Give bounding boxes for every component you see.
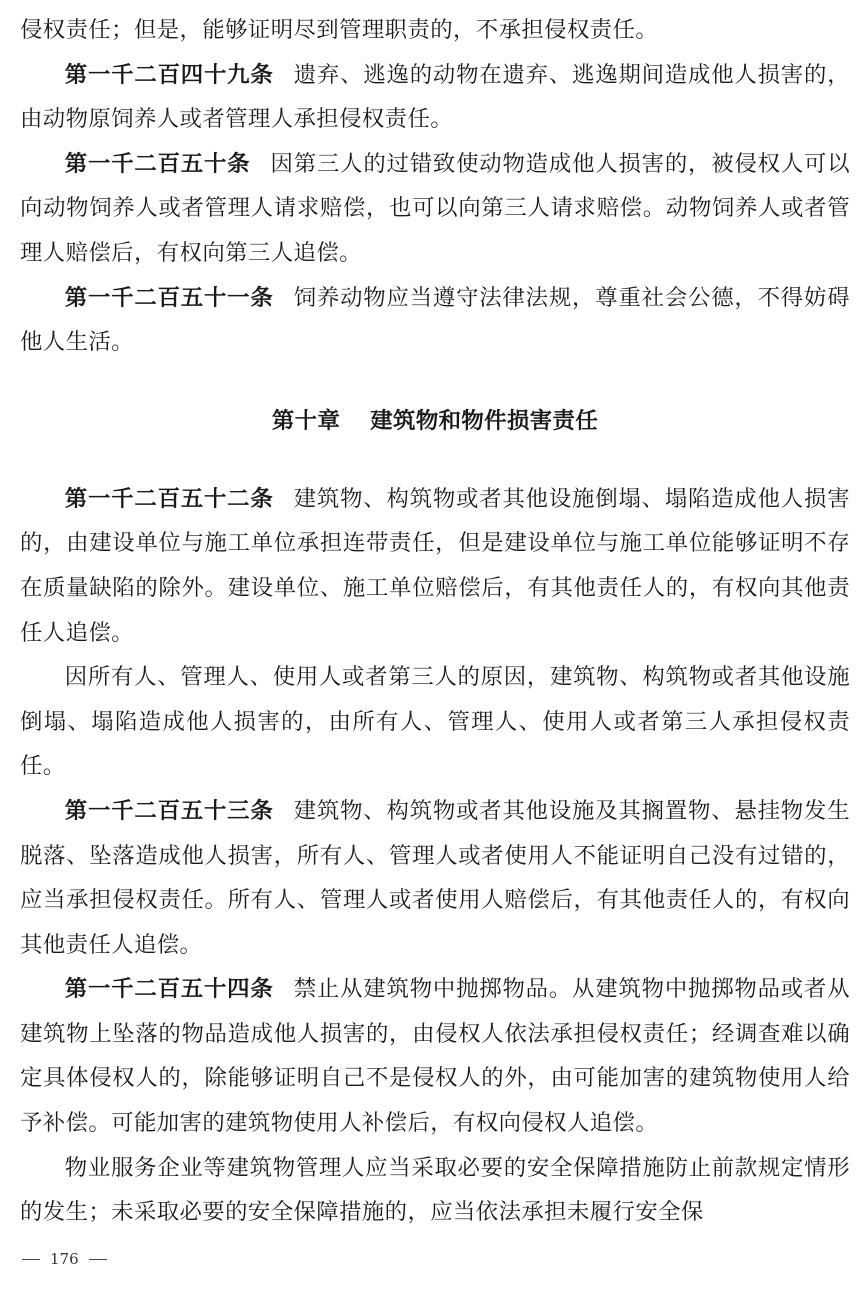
- page-number: 176: [50, 1250, 79, 1268]
- paragraph: [20, 655, 850, 789]
- footer-dash-right: [89, 1259, 107, 1260]
- article-block-bottom: [20, 477, 850, 1235]
- paragraph: [20, 276, 850, 365]
- paragraph: [20, 1146, 850, 1235]
- paragraph-text: 遗弃、逃逸的动物在遗弃、逃逸期间造成他人损害的，由动物原饲养人或者管理人承担侵权责任。: [20, 61, 850, 133]
- footer-dash-left: [22, 1259, 40, 1260]
- chapter-heading: [20, 365, 850, 477]
- paragraph: [20, 789, 850, 967]
- paragraph-text: 侵权责任；但是，能够证明尽到管理职责的，不承担侵权责任。: [20, 17, 659, 43]
- article-number: 第一千二百五十条: [64, 150, 251, 177]
- chapter-title: 建筑物和物件损害责任: [370, 407, 599, 434]
- paragraph: [20, 8, 850, 53]
- paragraph: [20, 477, 850, 655]
- article-number: 第一千二百五十四条: [64, 976, 274, 1003]
- paragraph-text: 饲养动物应当遵守法律法规，尊重社会公德，不得妨碍他人生活。: [20, 284, 850, 356]
- article-number: 第一千二百四十九条: [64, 61, 274, 88]
- paragraph-text: 禁止从建筑物中抛掷物品。从建筑物中抛掷物品或者从建筑物上坠落的物品造成他人损害的，由侵权人依法承担侵权责任；经调查难以确定具体侵权人的，除能够证明自己不是侵权人的外，由可能加害的建筑物使用人给予补偿。可能加害的建筑物使用人补偿后，有权向侵权人追偿。: [20, 976, 850, 1137]
- article-block-top: [20, 8, 850, 365]
- paragraph-text: 因第三人的过错致使动物造成他人损害的，被侵权人可以向动物饲养人或者管理人请求赔偿，也可以向第三人请求赔偿。动物饲养人或者管理人赔偿后，有权向第三人追偿。: [20, 150, 851, 266]
- paragraph: [20, 142, 850, 276]
- paragraph-text: 建筑物、构筑物或者其他设施倒塌、塌陷造成他人损害的，由建设单位与施工单位承担连带责任，但是建设单位与施工单位能够证明不存在质量缺陷的除外。建设单位、施工单位赔偿后，有其他责任人的，有权向其他责任人追偿。: [20, 485, 850, 646]
- paragraph-text: 因所有人、管理人、使用人或者第三人的原因，建筑物、构筑物或者其他设施倒塌、塌陷造成他人损害的，由所有人、管理人、使用人或者第三人承担侵权责任。: [20, 664, 850, 780]
- paragraph: [20, 53, 850, 142]
- page-footer: [22, 1250, 107, 1268]
- article-number: 第一千二百五十二条: [64, 485, 274, 512]
- chapter-number: 第十章: [271, 407, 341, 434]
- paragraph: [20, 967, 850, 1145]
- article-number: 第一千二百五十三条: [64, 797, 274, 824]
- page-body: [20, 8, 850, 1235]
- article-number: 第一千二百五十一条: [64, 284, 274, 311]
- paragraph-text: 建筑物、构筑物或者其他设施及其搁置物、悬挂物发生脱落、坠落造成他人损害，所有人、管理人或者使用人不能证明自己没有过错的，应当承担侵权责任。所有人、管理人或者使用人赔偿后，有其他责任人的，有权向其他责任人追偿。: [20, 797, 850, 958]
- paragraph-text: 物业服务企业等建筑物管理人应当采取必要的安全保障措施防止前款规定情形的发生；未采取必要的安全保障措施的，应当依法承担未履行安全保: [20, 1154, 850, 1226]
